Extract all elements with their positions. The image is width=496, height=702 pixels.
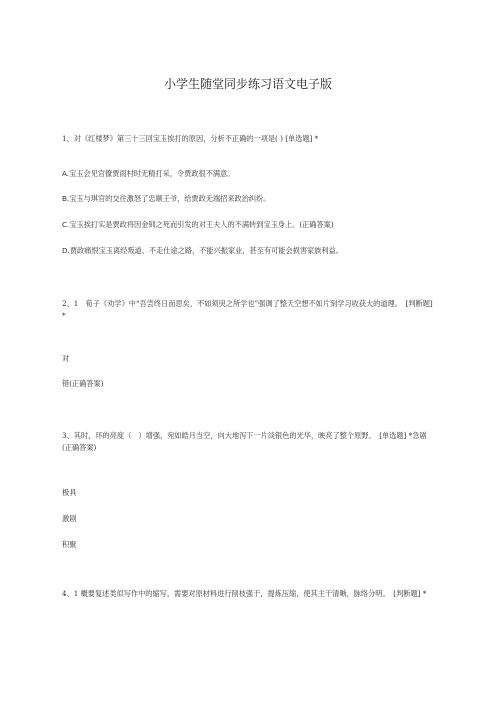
option-letter: C. [62, 220, 70, 229]
question-3-option-2[interactable] [62, 514, 434, 524]
option-text: 宝玉与琪官的交往激怒了忠顺王爷，给贾政无端招来政治纠纷。 [69, 194, 271, 203]
option-text: 错(正确答案) [62, 379, 104, 388]
question-3-option-3[interactable] [62, 540, 434, 550]
question-1-option-b[interactable] [62, 194, 434, 204]
question-4-text: 4、1 概要复述类似写作中的缩写，需要对原材料进行削枝强干，提炼压缩，使其主干清晰，脉络分明。 [判断题] * [62, 589, 427, 598]
option-text: 激剧 [62, 514, 77, 523]
question-2-option-1[interactable] [62, 354, 434, 364]
option-text: 宝玉会见官僚贾雨村时无精打采，令贾政很不满意。 [69, 169, 235, 178]
page-title: 小学生随堂同步练习语文电子版 [163, 77, 332, 91]
question-1-option-d[interactable] [62, 246, 434, 256]
question-2-option-2[interactable] [62, 379, 434, 389]
option-text: 宝玉挨打实是贾政将因金钏之死而引发的对王夫人的不满转到宝玉身上。(正确答案) [69, 220, 334, 229]
question-1-option-a[interactable] [62, 169, 434, 179]
option-letter: A. [62, 169, 70, 178]
question-1-text: 1、对《红楼梦》第三十三回宝玉挨打的原因，分析不正确的一项是( ) [单选题] * [62, 134, 319, 143]
option-text: 极具 [62, 488, 77, 497]
question-3-text: 3、其时，环的亮度（ ）增强，宛如皓月当空，向大地泻下一片淡银色的光华，映亮了整个原野。 [单选题] *急剧(正确答案) [62, 431, 427, 452]
question-1-option-c[interactable] [62, 220, 434, 230]
question-3-option-1[interactable] [62, 488, 434, 498]
option-text: 贾政痛恨宝玉离经叛道、不走仕途之路，不能兴振家业，甚至有可能会损害家族利益。 [69, 246, 343, 255]
option-text: 积聚 [62, 540, 77, 549]
question-2-text: 2、1 荀子《劝学》中“吾尝终日而思矣，不如须臾之所学也”强调了整天空想不如片刻学习收获大的道理。 [判断题] * [62, 299, 433, 320]
option-letter: B. [62, 194, 70, 203]
option-letter: D. [62, 246, 70, 255]
option-text: 对 [62, 354, 70, 363]
